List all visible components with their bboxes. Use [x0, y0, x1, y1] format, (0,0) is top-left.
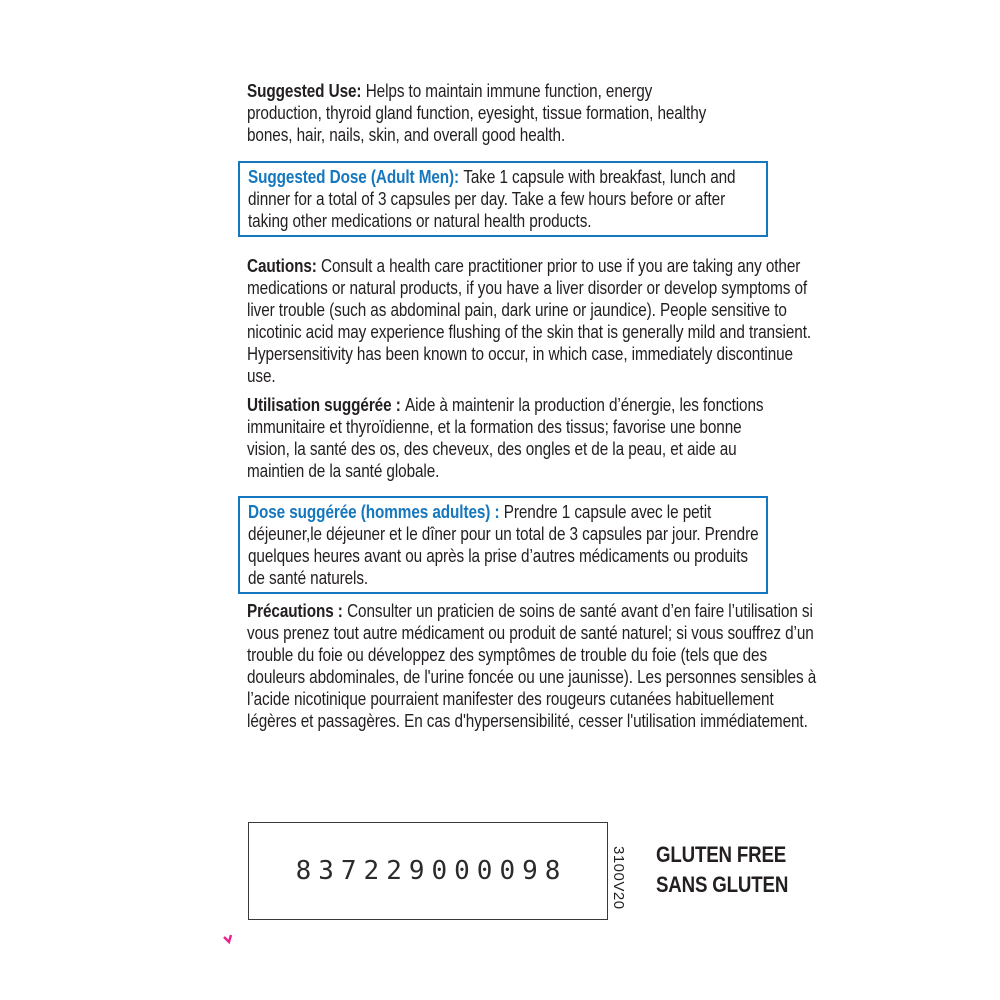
barcode-box: [248, 822, 608, 920]
suggested-dose-box-en: [238, 161, 768, 237]
suggested-dose-heading-en: Suggested Dose (Adult Men):: [248, 167, 460, 187]
section-precautions: [247, 600, 817, 732]
suggested-use-text: Helps to maintain immune function, energy production, thyroid gland function, eyesight, tissue formation, healthy bones, hair, nails, skin, and overall good health.: [247, 81, 707, 145]
precautions-text: Consulter un praticien de soins de santé avant d’en faire l’utilisation si vous prenez tout autre médicament ou produit de santé naturel; si vous souffrez d’un trouble du foie ou développez des symptômes de trouble du foie (tels que des douleurs abdominales, de l'urine foncée ou une jaunisse). Les personnes sensibles à l’acide nicotinique pourraient manifester des rougeurs cutanées habituellement légères et passagères. En cas d'hypersensibilité, cesser l'utilisation immédiatement.: [247, 601, 817, 731]
section-cautions: [247, 255, 817, 387]
suggested-dose-text-en: Take 1 capsule with breakfast, lunch and dinner for a total of 3 capsules per day. Take a few hours before or after taking other medications or natural health products.: [248, 167, 736, 231]
cautions-text: Consult a health care practitioner prior to use if you are taking any other medications or natural products, if you have a liver disorder or develop symptoms of liver trouble (such as abdominal pain, dark urine or jaundice). People sensitive to nicotinic acid may experience flushing of the skin that is generally mild and transient. Hypersensitivity has been known to occur, in which case, immediately discontinue use.: [247, 256, 812, 386]
precautions-heading: Précautions :: [247, 601, 343, 621]
utilisation-suggeree-heading: Utilisation suggérée :: [247, 395, 401, 415]
section-suggested-use: [247, 80, 722, 146]
suggested-dose-heading-fr: Dose suggérée (hommes adultes) :: [248, 502, 500, 522]
cautions-heading: Cautions:: [247, 256, 317, 276]
suggested-dose-text-fr: Prendre 1 capsule avec le petit déjeuner,le déjeuner et le dîner pour un total de 3 capsules par jour. Prendre quelques heures avant ou après la prise d’autres médicaments ou produits de santé naturels.: [248, 502, 759, 588]
section-utilisation-suggeree: [247, 394, 782, 482]
gluten-free-text-en: GLUTEN FREE: [656, 842, 787, 867]
registration-mark-icon: [222, 933, 234, 945]
print-registration-mark: [222, 932, 234, 944]
suggested-dose-box-fr: [238, 496, 768, 594]
gluten-free-text-fr: SANS GLUTEN: [656, 872, 789, 897]
suggested-use-heading: Suggested Use:: [247, 81, 362, 101]
gluten-free-badge: [656, 840, 806, 900]
utilisation-suggeree-text: Aide à maintenir la production d’énergie, les fonctions immunitaire et thyroïdienne, et la formation des tissus; favorise une bonne vision, la santé des os, des cheveux, des ongles et de la peau, et aide au maintien de la santé globale.: [247, 395, 764, 481]
barcode-number: 837229000098: [295, 856, 568, 886]
lot-code: 3100V20: [610, 846, 627, 910]
